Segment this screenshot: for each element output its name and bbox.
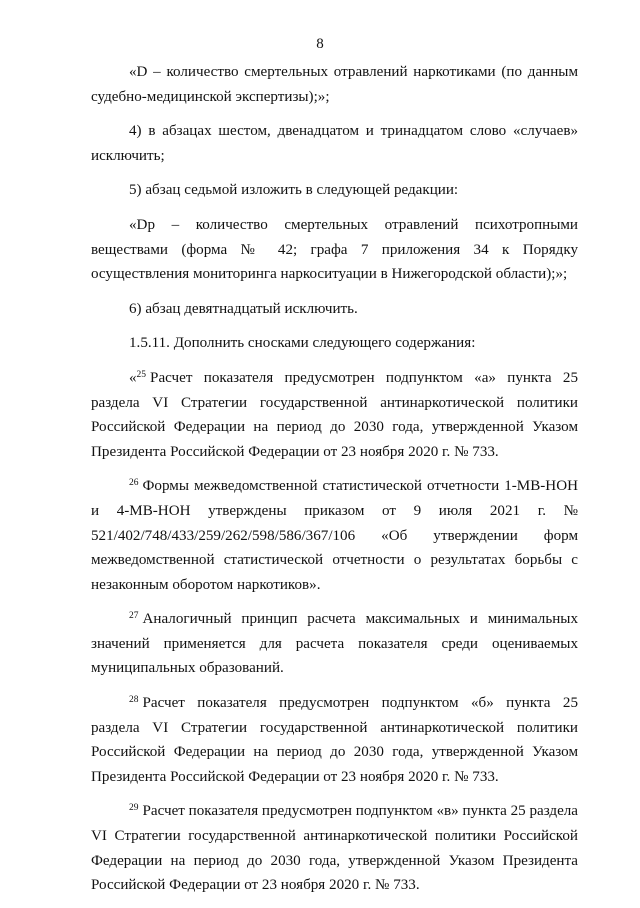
- paragraph-1-5-11: [91, 331, 578, 356]
- document-body: [91, 60, 578, 908]
- paragraph-text: 1.5.11. Дополнить сносками следующего содержания:: [129, 335, 476, 352]
- footnote-text: Формы межведомственной статистической отчетности 1-МВ-НОН и 4-МВ-НОН утверждены приказом от 9 июля 2021 г. № 521/402/748/433/259/262/598/586/367/106 «Об утверждении форм межведомственной статистической отчетности о результатах борьбы с незаконным оборотом наркотиков».: [91, 478, 578, 593]
- footnote-28: [91, 691, 578, 789]
- paragraph-item-4: [91, 119, 578, 168]
- footnote-marker: 29: [129, 803, 139, 814]
- footnote-text: Расчет показателя предусмотрен подпунктом «б» пункта 25 раздела VI Стратегии государственной антинаркотической политики Российской Федерации на период до 2030 года, утвержденной Указом Президента Российской Федерации от 23 ноября 2020 г. № 733.: [91, 695, 578, 785]
- footnote-marker: 26: [129, 478, 139, 489]
- paragraph-d-definition: [91, 60, 578, 109]
- paragraph-text: 5) абзац седьмой изложить в следующей редакции:: [129, 182, 459, 199]
- footnote-marker: 28: [129, 695, 139, 706]
- footnote-26: [91, 474, 578, 597]
- page-number: 8: [316, 36, 324, 52]
- paragraph-dp-definition: [91, 213, 578, 287]
- paragraph-item-6: [91, 297, 578, 322]
- footnote-text: Расчет показателя предусмотрен подпунктом «а» пункта 25 раздела VI Стратегии государственной антинаркотической политики Российской Федерации на период до 2030 года, утвержденной Указом Президента Российской Федерации от 23 ноября 2020 г. № 733.: [91, 369, 578, 460]
- paragraph-text: «D – количество смертельных отравлений наркотиками (по данным судебно-медицинской экспертизы);»;: [91, 64, 578, 105]
- quote-mark: «: [129, 369, 137, 386]
- paragraph-text: «Dp – количество смертельных отравлений психотропными веществами (форма № 42; графа 7 приложения 34 к Порядку осуществления мониторинга наркоситуации в Нижегородской области);»;: [91, 216, 578, 283]
- footnote-29: [91, 799, 578, 897]
- paragraph-text: 4) в абзацах шестом, двенадцатом и тринадцатом слово «случаев» исключить;: [91, 123, 578, 164]
- paragraph-item-5: [91, 178, 578, 203]
- footnote-text: Расчет показателя предусмотрен подпунктом «в» пункта 25 раздела VI Стратегии государственной антинаркотической политики Российской Федерации на период до 2030 года, утвержденной Указом Президента Российской Федерации от 23 ноября 2020 г. № 733.: [91, 803, 578, 894]
- footnote-25: [91, 366, 578, 464]
- footnote-marker: 25: [136, 369, 147, 380]
- footnote-text: Аналогичный принцип расчета максимальных и минимальных значений применяется для расчета показателя среди оцениваемых муниципальных образований.: [91, 611, 578, 677]
- footnote-27: [91, 607, 578, 681]
- paragraph-text: 6) абзац девятнадцатый исключить.: [129, 300, 358, 317]
- footnote-marker: 27: [129, 611, 139, 622]
